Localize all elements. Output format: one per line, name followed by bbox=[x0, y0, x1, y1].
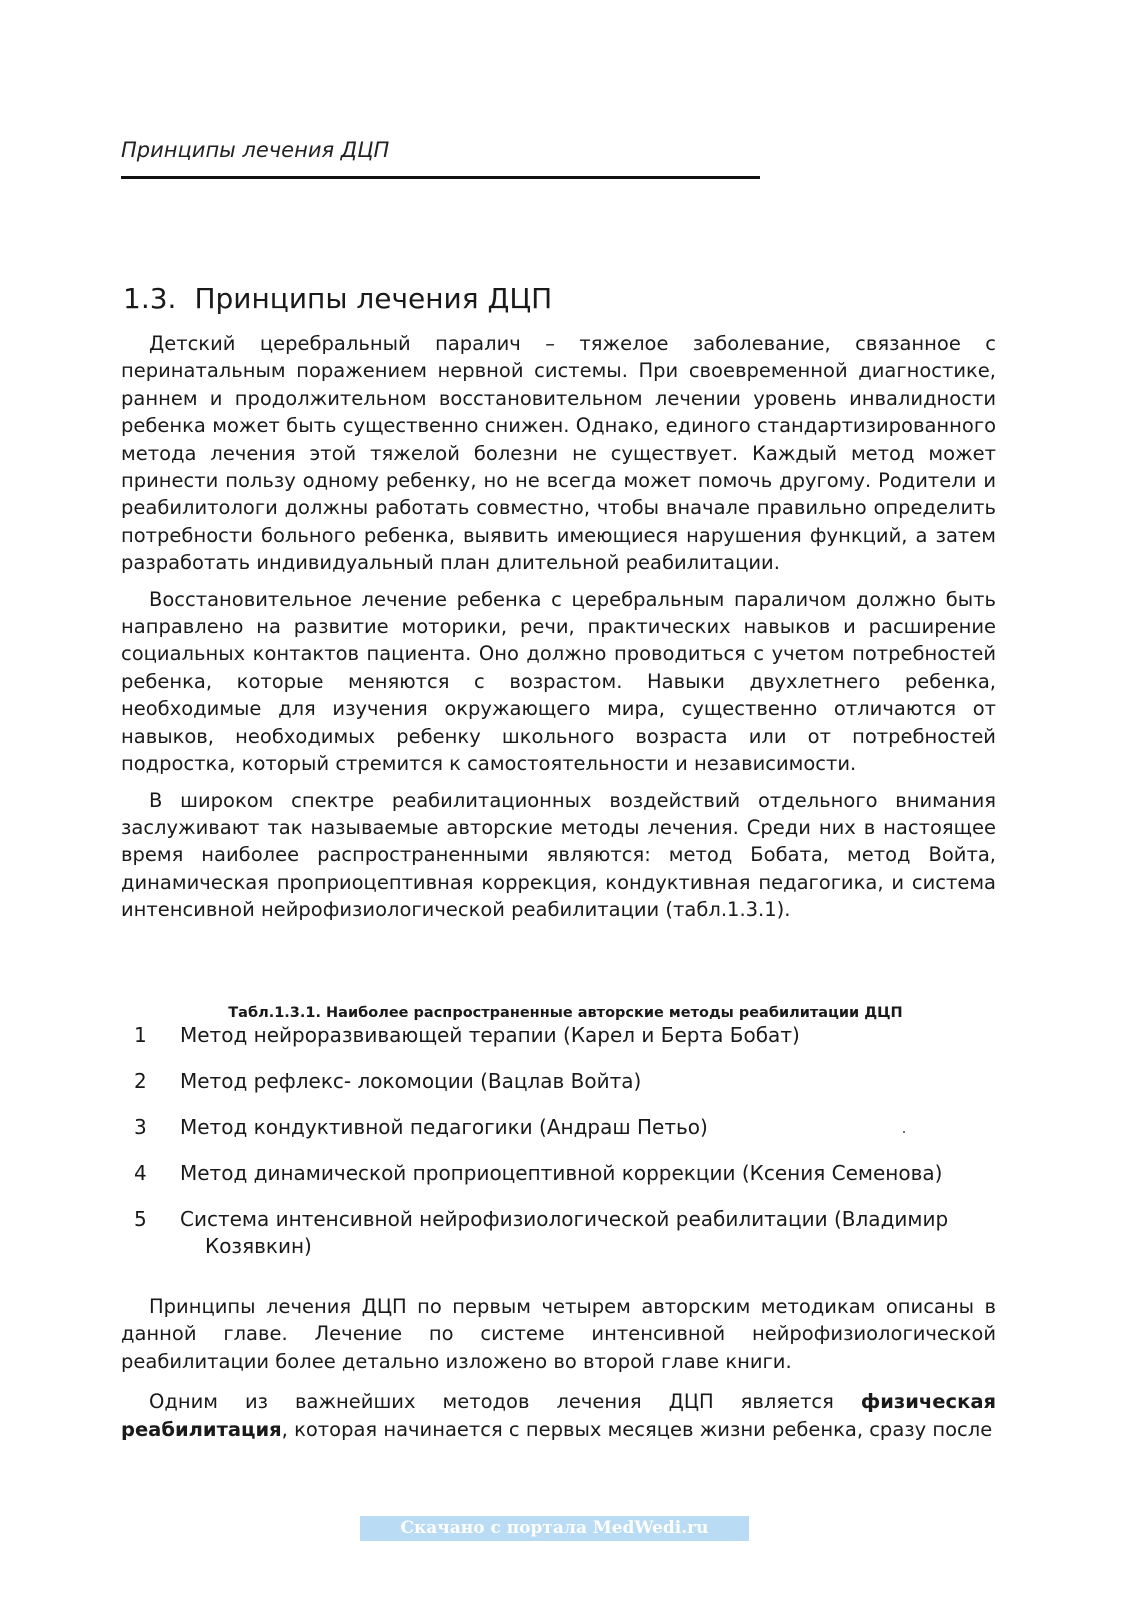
row-text bbox=[180, 1114, 984, 1141]
row-number: 3 bbox=[134, 1115, 147, 1139]
paragraph-1: Детский церебральный паралич – тяжелое заболевание, связанное с перинатальным поражением нервной системы. При своевременной диагностике, раннем и продолжительном восстановительном лечении уровень инвалидности ребенка может быть существенно снижен. Однако, единого стандартизированного метода лечения этой тяжелой болезни не существует. Каждый метод может принести пользу одному ребенку, но не всегда может помочь другому. Родители и реабилитологи должны работать совместно, чтобы вначале правильно определить потребности больного ребенка, выявить имеющиеся нарушения функций, а затем разработать индивидуальный план длительной реабилитации. bbox=[121, 332, 996, 575]
row-number: 2 bbox=[134, 1069, 147, 1093]
section-title bbox=[123, 282, 552, 315]
paragraph-5-end: , которая начинается с первых месяцев жизни ребенка, сразу после bbox=[281, 1417, 993, 1441]
table-row bbox=[134, 1206, 984, 1260]
paragraph-3: В широком спектре реабилитационных воздействий отдельного внимания заслуживают так называемые авторские методы лечения. Среди них в настоящее время наиболее распространенными являются: метод Бобата, метод Войта, динамическая проприоцептивная коррекция, кондуктивная педагогика, и система интенсивной нейрофизиологической реабилитации (табл.1.3.1). bbox=[121, 788, 996, 922]
methods-table bbox=[134, 1022, 984, 1279]
table-row bbox=[134, 1114, 984, 1141]
table-row bbox=[134, 1068, 984, 1095]
section-title-text: Принципы лечения ДЦП bbox=[194, 282, 553, 315]
row-number: 1 bbox=[134, 1023, 147, 1047]
table-row bbox=[134, 1160, 984, 1187]
scan-speck bbox=[903, 1131, 905, 1133]
running-header: Принципы лечения ДЦП bbox=[121, 138, 390, 162]
paragraph-5-start: Одним из важнейших методов лечения ДЦП является bbox=[149, 1390, 861, 1414]
row-number: 5 bbox=[134, 1207, 147, 1231]
row-text-line: Система интенсивной нейрофизиологической реабилитации (Владимир bbox=[180, 1207, 949, 1231]
row-text bbox=[180, 1206, 984, 1260]
paragraph-4: Принципы лечения ДЦП по первым четырем авторским методикам описаны в данной главе. Лечение по системе интенсивной нейрофизиологической реабилитации более детально изложено во второй главе книги. bbox=[121, 1295, 996, 1373]
row-text-line: Метод динамической проприоцептивной коррекции (Ксения Семенова) bbox=[180, 1161, 943, 1185]
row-text bbox=[180, 1160, 984, 1187]
row-text bbox=[180, 1022, 984, 1049]
row-text-line: Метод кондуктивной педагогики (Андраш Петьо) bbox=[180, 1115, 708, 1139]
row-text-line: Метод рефлекс- локомоции (Вацлав Войта) bbox=[180, 1069, 642, 1093]
row-text-continuation: Козявкин) bbox=[205, 1234, 312, 1258]
paragraph-5-emphasis: физическая реабилитация bbox=[121, 1390, 996, 1441]
body-text-top bbox=[121, 330, 996, 924]
row-text bbox=[180, 1068, 984, 1095]
download-watermark: Скачано с портала MedWedi.ru bbox=[360, 1516, 749, 1541]
row-number: 4 bbox=[134, 1161, 147, 1185]
table-row bbox=[134, 1022, 984, 1049]
table-caption: Табл.1.3.1. Наиболее распространенные авторские методы реабилитации ДЦП bbox=[228, 1005, 903, 1021]
paragraph-5 bbox=[121, 1388, 996, 1443]
paragraph-2: Восстановительное лечение ребенка с церебральным параличом должно быть направлено на развитие моторики, речи, практических навыков и расширение социальных контактов пациента. Оно должно проводиться с учетом потребностей ребенка, которые меняются с возрастом. Навыки двухлетнего ребенка, необходимые для изучения окружающего мира, существенно отличаются от навыков, необходимых ребенку школьного возраста или от потребностей подростка, который стремится к самостоятельности и независимости. bbox=[121, 587, 996, 776]
row-text-line: Метод нейроразвивающей терапии (Карел и Берта Бобат) bbox=[180, 1023, 800, 1047]
body-text-bottom bbox=[121, 1293, 996, 1443]
header-rule bbox=[121, 176, 760, 179]
section-number: 1.3. bbox=[123, 282, 177, 315]
